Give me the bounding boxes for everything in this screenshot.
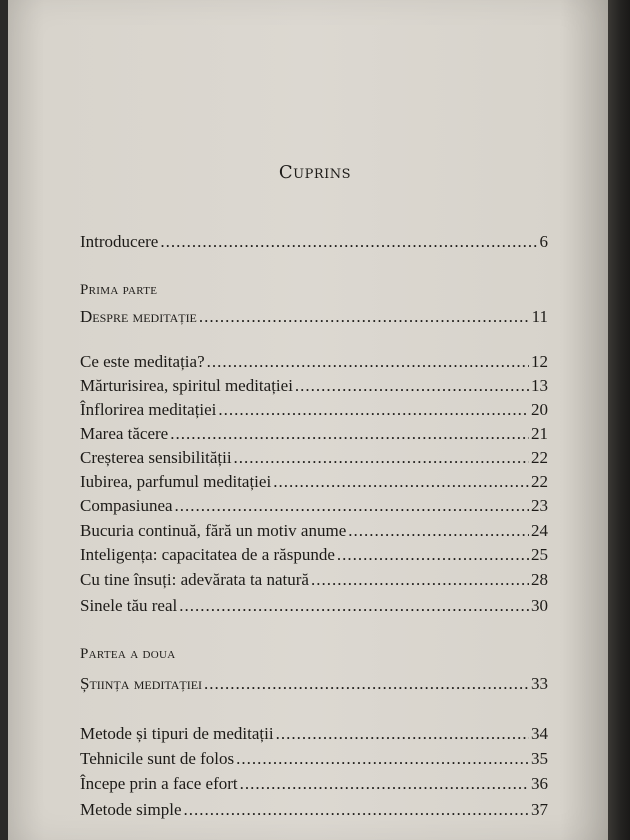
dot-leader	[184, 800, 529, 820]
dot-leader	[240, 774, 529, 794]
entry-label: Începe prin a face efort	[80, 774, 238, 793]
entry-page: 25	[531, 545, 548, 564]
entry-page: 28	[531, 570, 548, 589]
dot-leader	[276, 724, 529, 744]
entry-label: Tehnicile sunt de folos	[80, 749, 235, 768]
entry-label: Înflorirea meditației	[80, 400, 217, 419]
toc-entry	[80, 724, 548, 744]
dot-leader	[236, 749, 529, 769]
entry-page: 30	[531, 596, 548, 615]
entry-page: 36	[531, 774, 548, 793]
entry-label: Metode și tipuri de meditații	[80, 724, 274, 743]
toc-entry	[80, 496, 548, 516]
entry-page: 24	[531, 521, 548, 540]
entry-page: 13	[531, 376, 548, 395]
entry-label: Sinele tău real	[80, 596, 178, 615]
dot-leader	[273, 472, 529, 492]
dot-leader	[170, 424, 529, 444]
part2-title	[80, 674, 548, 694]
entry-label: Inteligența: capacitatea de a răspunde	[80, 545, 335, 564]
dot-leader	[179, 596, 529, 616]
toc-entry	[80, 376, 548, 396]
entry-page: 21	[531, 424, 548, 443]
toc-entry	[80, 749, 548, 769]
dot-leader	[295, 376, 529, 396]
entry-page: 6	[539, 232, 548, 251]
entry-page: 20	[531, 400, 548, 419]
part1-title	[80, 307, 548, 327]
entry-page: 33	[531, 674, 548, 693]
dot-leader	[218, 400, 529, 420]
part1-heading: Prima parte	[80, 282, 158, 298]
entry-label: Metode simple	[80, 800, 182, 819]
entry-page: 11	[531, 307, 548, 326]
entry-label: Compasiunea	[80, 496, 173, 515]
part2-heading: Partea a doua	[80, 646, 176, 662]
entry-label: Cu tine însuți: adevărata ta natură	[80, 570, 309, 589]
toc-title: Cuprins	[278, 162, 352, 183]
book-edge	[608, 0, 630, 840]
dot-leader	[348, 521, 529, 541]
entry-page: 34	[531, 724, 548, 743]
toc-entry	[80, 448, 548, 468]
entry-label: Marea tăcere	[80, 424, 169, 443]
toc-entry	[80, 800, 548, 820]
dot-leader	[199, 307, 530, 327]
entry-page: 22	[531, 472, 548, 491]
entry-page: 35	[531, 749, 548, 768]
paper-sheet	[8, 0, 608, 840]
dot-leader	[337, 545, 529, 565]
toc-entry	[80, 774, 548, 794]
toc-entry	[80, 424, 548, 444]
entry-label: Mărturisirea, spiritul meditației	[80, 376, 293, 395]
toc-entry	[80, 521, 548, 541]
dot-leader	[311, 570, 529, 590]
entry-label: Despre meditație	[80, 307, 197, 326]
dot-leader	[175, 496, 529, 516]
toc-entry	[80, 472, 548, 492]
toc-entry	[80, 400, 548, 420]
dot-leader	[160, 232, 537, 252]
dot-leader	[204, 674, 529, 694]
entry-page: 37	[531, 800, 548, 819]
entry-label: Știința meditației	[80, 674, 203, 693]
entry-page: 12	[531, 352, 548, 371]
dot-leader	[234, 448, 529, 468]
entry-label: Creșterea sensibilității	[80, 448, 232, 467]
entry-label: Iubirea, parfumul meditației	[80, 472, 272, 491]
entry-label: Introducere	[80, 232, 159, 251]
toc-entry	[80, 570, 548, 590]
entry-label: Ce este meditația?	[80, 352, 205, 371]
entry-label: Bucuria continuă, fără un motiv anume	[80, 521, 347, 540]
dot-leader	[207, 352, 529, 372]
entry-page: 23	[531, 496, 548, 515]
toc-entry	[80, 352, 548, 372]
toc-entry	[80, 545, 548, 565]
toc-entry-intro	[80, 232, 548, 252]
toc-entry	[80, 596, 548, 616]
entry-page: 22	[531, 448, 548, 467]
